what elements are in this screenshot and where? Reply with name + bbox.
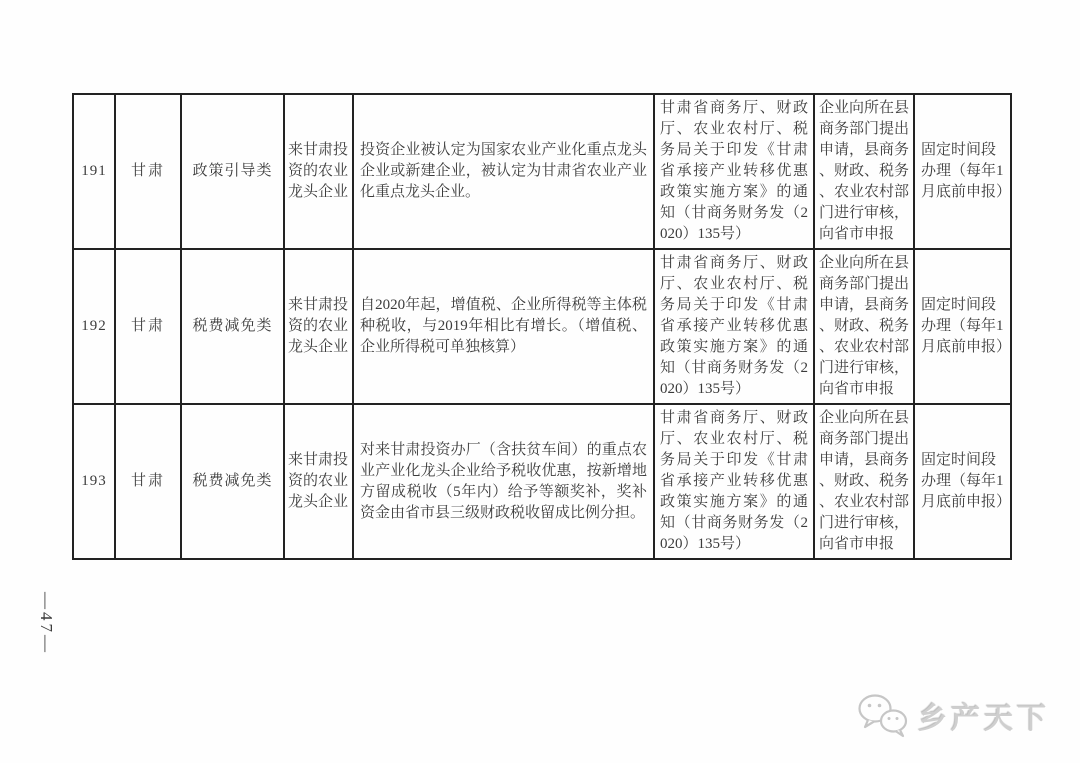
cell-target-enterprise: 来甘肃投资的农业龙头企业 — [284, 94, 353, 249]
cell-target-enterprise: 来甘肃投资的农业龙头企业 — [284, 249, 353, 404]
cell-policy-document: 甘肃省商务厅、财政厅、农业农村厅、税务局关于印发《甘肃省承接产业转移优惠政策实施方案》的通知（甘商务财务发（2020）135号） — [654, 94, 814, 249]
watermark — [856, 693, 1050, 739]
watermark-label: 乡产天下 — [917, 702, 1050, 735]
cell-province: 甘肃 — [115, 404, 181, 559]
table-row — [73, 404, 1011, 559]
cell-policy-document: 甘肃省商务厅、财政厅、农业农村厅、税务局关于印发《甘肃省承接产业转移优惠政策实施方案》的通知（甘商务财务发（2020）135号） — [654, 249, 814, 404]
page-number: —47— — [37, 592, 56, 655]
cell-policy-type: 税费减免类 — [181, 404, 284, 559]
cell-application-process: 企业向所在县商务部门提出申请，县商务、财政、税务、农业农村部门进行审核，向省市申报 — [814, 404, 914, 559]
cell-row-number: 192 — [73, 249, 115, 404]
cell-target-enterprise: 来甘肃投资的农业龙头企业 — [284, 404, 353, 559]
cell-handling-time: 固定时间段办理（每年1月底前申报） — [914, 404, 1011, 559]
cell-policy-type: 政策引导类 — [181, 94, 284, 249]
cell-application-process: 企业向所在县商务部门提出申请，县商务、财政、税务、农业农村部门进行审核，向省市申报 — [814, 94, 914, 249]
cell-province: 甘肃 — [115, 94, 181, 249]
cell-row-number: 191 — [73, 94, 115, 249]
cell-row-number: 193 — [73, 404, 115, 559]
cell-policy-description: 投资企业被认定为国家农业产业化重点龙头企业或新建企业，被认定为甘肃省农业产业化重点龙头企业。 — [353, 94, 654, 249]
cell-handling-time: 固定时间段办理（每年1月底前申报） — [914, 94, 1011, 249]
table-row — [73, 94, 1011, 249]
cell-province: 甘肃 — [115, 249, 181, 404]
cell-policy-description: 自2020年起，增值税、企业所得税等主体税种税收，与2019年相比有增长。（增值税、企业所得税可单独核算） — [353, 249, 654, 404]
cell-handling-time: 固定时间段办理（每年1月底前申报） — [914, 249, 1011, 404]
cell-policy-document: 甘肃省商务厅、财政厅、农业农村厅、税务局关于印发《甘肃省承接产业转移优惠政策实施方案》的通知（甘商务财务发（2020）135号） — [654, 404, 814, 559]
table-row — [73, 249, 1011, 404]
wechat-chat-bubbles-icon — [856, 693, 910, 739]
policy-table — [72, 93, 1012, 560]
cell-policy-description: 对来甘肃投资办厂（含扶贫车间）的重点农业产业化龙头企业给予税收优惠，按新增地方留成税收（5年内）给予等额奖补，奖补资金由省市县三级财政税收留成比例分担。 — [353, 404, 654, 559]
cell-application-process: 企业向所在县商务部门提出申请，县商务、财政、税务、农业农村部门进行审核，向省市申报 — [814, 249, 914, 404]
cell-policy-type: 税费减免类 — [181, 249, 284, 404]
